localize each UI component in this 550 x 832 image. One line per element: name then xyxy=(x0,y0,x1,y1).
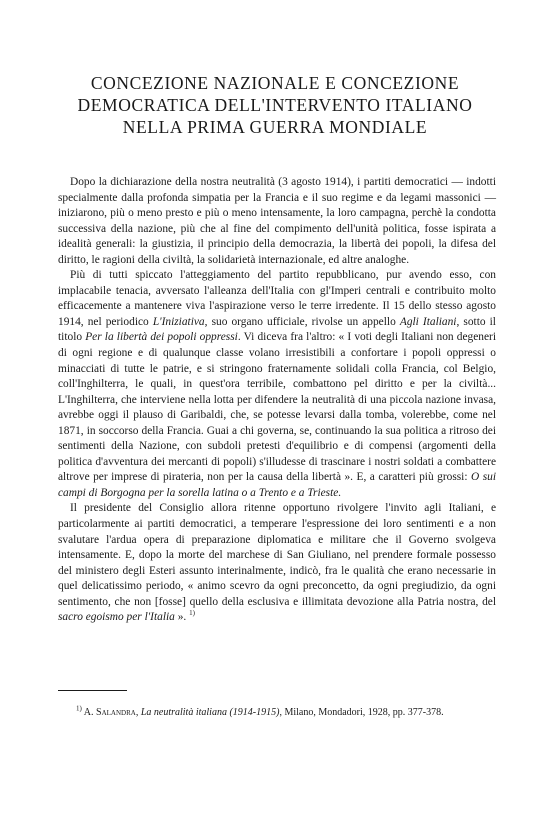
footnote-author-prefix: A. xyxy=(83,707,97,718)
footnote-divider xyxy=(58,690,127,691)
footnote xyxy=(58,705,496,720)
footnote-publication-info: , Milano, Mondadori, 1928, pp. 377-378. xyxy=(279,707,444,718)
footnote-comma: , xyxy=(135,707,141,718)
paragraph-3 xyxy=(58,501,496,625)
paragraph-2-text-b: , suo organo ufficiale, rivolse un appello xyxy=(204,315,400,328)
slogan: O sui campi di Borgogna per la sorella latina o a Trento e a Trieste. xyxy=(58,471,496,499)
periodical-title: L'Iniziativa xyxy=(152,315,205,328)
paragraph-2-text-a: Più di tutti spiccato l'atteggiamento del partito repubblicano, pur avendo esso, con implacabile tenacia, avversato l'alleanza dell'Italia con gl'Imperi centrali e contribuito molto efficacemente a mantenere viva l'aspirazione verso le terre irredente. Il 15 dello stesso agosto 1914, nel periodico xyxy=(58,269,496,328)
paragraph-3-text-a: Il presidente del Consiglio allora ritenne opportuno rivolgere l'invito agli Italiani, e particolarmente ai partiti democratici, a temperare l'espressione dei loro sentimenti e a non svalutare l'ardua opera di preparazione diplomatica e militare che il Governo svolgeva intensamente. E, dopo la morte del marchese di San Giuliano, nel prendere formale possesso del ministero degli Esteri assunto interinalmente, indicò, fra le qualità che erano necessarie in quel delicatissimo periodo, « animo scevro da ogni preconcetto, da ogni pregiudizio, da ogni sentimento, che non [fosse] quello della esclusiva e illimitata devozione alla Patria nostra, del xyxy=(58,502,496,608)
paragraph-2 xyxy=(58,268,496,501)
paragraph-1: Dopo la dichiarazione della nostra neutralità (3 agosto 1914), i partiti democratici — indotti specialmente dalla profonda simpatia per la Francia e il suo regime e da legami massonici — iniziarono, più o meno presto e più o meno intensamente, la loro campagna, perchè la condotta successiva della nazione, più che al fine del compimento dell'unità politica, fosse ispirata a idealità generali: la giustizia, il principio della democrazia, la libertà dei popoli, la difesa del diritto, le ragioni della civiltà, la solidarietà internazionale, ed altre analoghe. xyxy=(58,176,496,266)
footnote-text xyxy=(58,705,496,720)
appeal-title: Agli Italiani xyxy=(399,315,457,328)
paragraph-2-text-d: . Vi diceva fra l'altro: « I voti degli Italiani non degeneri di ogni regione e di qualunque classe volano irresistibili a confortare i popoli oppressi o minacciati di tutte le patrie, e si stringono fraternamente solidali colla Francia, col Belgio, coll'Inghilterra, le quali, in quest'ora terribile, combattono pel diritto e per la civiltà... L'Inghilterra, che interviene nella lotta per difendere la neutralità di una piccola nazione invasa, avrebbe oggi il plauso di Garibaldi, che, se potesse levarsi dalla tomba, volerebbe, come nel 1871, in soccorso della Francia. Guai a chi governa, se, continuando la sua politica a ritroso dei sentimenti della Nazione, con subdoli pretesti d'equilibrio e di compensi (argomenti della politica d'avventura dei mercanti di popoli) s'illudesse di trascinare i nostri soldati a combattere altrove per imprese di pirateria, non per la causa della libertà ». E, a caratteri più grossi: xyxy=(58,331,496,484)
title-line-3: NELLA PRIMA GUERRA MONDIALE xyxy=(122,117,428,137)
body-text xyxy=(58,175,496,626)
sacro-egoismo-phrase: sacro egoismo per l'Italia xyxy=(58,611,175,624)
footnote-marker: 1) xyxy=(76,704,82,713)
appeal-heading: Per la libertà dei popoli oppressi xyxy=(85,331,238,344)
footnote-author: Salandra xyxy=(96,707,136,718)
paragraph-3-text-b: ». xyxy=(174,611,187,624)
title-line-1: CONCEZIONE NAZIONALE E CONCEZIONE xyxy=(90,73,460,93)
footnote-work-title: La neutralità italiana (1914-1915) xyxy=(140,707,280,718)
footnote-reference[interactable]: 1) xyxy=(189,609,195,618)
chapter-title xyxy=(40,72,510,138)
title-line-2: DEMOCRATICA DELL'INTERVENTO ITALIANO xyxy=(77,95,473,115)
paragraph-2-text-c: , sotto il titolo xyxy=(58,315,496,344)
